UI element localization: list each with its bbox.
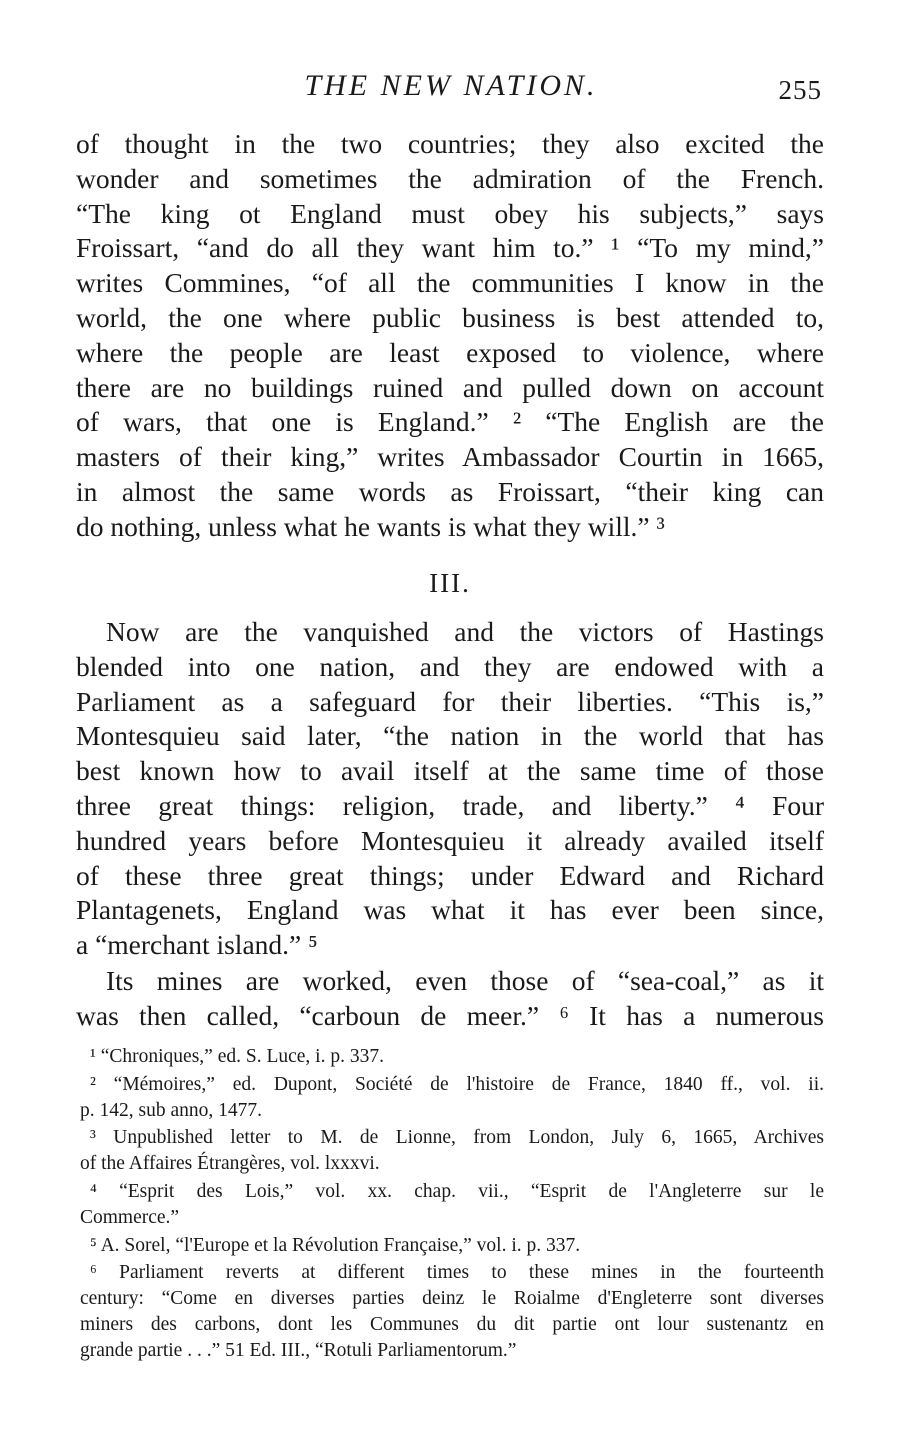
text-line: there are no buildings ruined and pulled down on account	[76, 371, 824, 403]
footnote-line: ⁵ A. Sorel, “l'Europe et la Révolution Française,” vol. i. p. 337.	[90, 1234, 581, 1256]
text-line: of wars, that one is England.” ² “The English are the	[76, 406, 824, 438]
text-line: world, the one where public business is best attended to,	[76, 301, 824, 333]
footnote-line: p. 142, sub anno, 1477.	[80, 1099, 262, 1121]
footnote-line: ³ Unpublished letter to M. de Lionne, from London, July 6, 1665, Archives	[90, 1127, 824, 1149]
text-line: writes Commines, “of all the communities I know in the	[76, 267, 824, 299]
page-header	[76, 66, 826, 106]
text-line: do nothing, unless what he wants is what they will.” ³	[76, 510, 665, 542]
footnote-line: century: “Come en diverses parties deinz le Roialme d'Engleterre sont diverses	[80, 1288, 824, 1310]
footnote-line: of the Affaires Étrangères, vol. lxxxvi.	[80, 1153, 380, 1175]
text-line: hundred years before Montesquieu it already availed itself	[76, 824, 824, 856]
text-line: of thought in the two countries; they also excited the	[76, 128, 824, 159]
footnote-5	[80, 1233, 824, 1259]
text-line: of these three great things; under Edward and Richard	[76, 859, 824, 891]
text-line: was then called, “carboun de meer.” ⁶ It has a numerous	[76, 999, 824, 1031]
text-line: Parliament as a safeguard for their liberties. “This is,”	[76, 685, 824, 717]
footnote-3	[80, 1125, 824, 1177]
text-line: best known how to avail itself at the same time of those	[76, 755, 824, 787]
text-line: where the people are least exposed to violence, where	[76, 336, 824, 368]
footnote-line: ² “Mémoires,” ed. Dupont, Société de l'histoire de France, 1840 ff., vol. ii.	[90, 1073, 824, 1095]
footnote-line: grande partie . . .” 51 Ed. III., “Rotuli Parliamentorum.”	[80, 1339, 517, 1361]
footnote-line: Commerce.”	[80, 1206, 180, 1228]
section-heading: III.	[429, 568, 471, 598]
footnote-line: ⁴ “Esprit des Lois,” vol. xx. chap. vii., “Esprit de l'Angleterre sur le	[90, 1180, 824, 1202]
text-line: Froissart, “and do all they want him to.” ¹ “To my mind,”	[76, 232, 824, 264]
page-number: 255	[778, 75, 822, 105]
text-line: Its mines are worked, even those of “sea-coal,” as it	[106, 965, 824, 996]
paragraph-2	[76, 615, 824, 963]
text-line: masters of their king,” writes Ambassador Courtin in 1665,	[76, 441, 824, 473]
footnote-line: ⁶ Parliament reverts at different times to these mines in the fourteenth	[90, 1262, 824, 1284]
text-line: blended into one nation, and they are endowed with a	[76, 650, 824, 682]
footnote-6	[80, 1260, 824, 1363]
text-line: Plantagenets, England was what it has ever been since,	[76, 894, 824, 926]
text-line: Now are the vanquished and the victors of Hastings	[106, 616, 824, 647]
running-title: THE NEW NATION.	[304, 69, 598, 102]
text-line: a “merchant island.” ⁵	[76, 929, 318, 961]
footnote-1	[80, 1044, 824, 1070]
footnote-line: ¹ “Chroniques,” ed. S. Luce, i. p. 337.	[90, 1046, 384, 1067]
text-line: three great things: religion, trade, and liberty.” ⁴ Four	[76, 789, 824, 821]
text-line: Montesquieu said later, “the nation in the world that has	[76, 720, 824, 752]
paragraph-1	[76, 127, 824, 545]
text-line: wonder and sometimes the admiration of the French.	[76, 162, 824, 194]
paragraph-3	[76, 964, 824, 1034]
footnote-4	[80, 1179, 824, 1231]
text-line: in almost the same words as Froissart, “their king can	[76, 475, 824, 507]
text-line: “The king ot England must obey his subjects,” says	[76, 197, 824, 229]
footnote-line: miners des carbons, dont les Communes du dit partie ont lour sustenantz en	[80, 1313, 824, 1335]
footnotes	[80, 1044, 824, 1364]
footnote-2	[80, 1072, 824, 1124]
